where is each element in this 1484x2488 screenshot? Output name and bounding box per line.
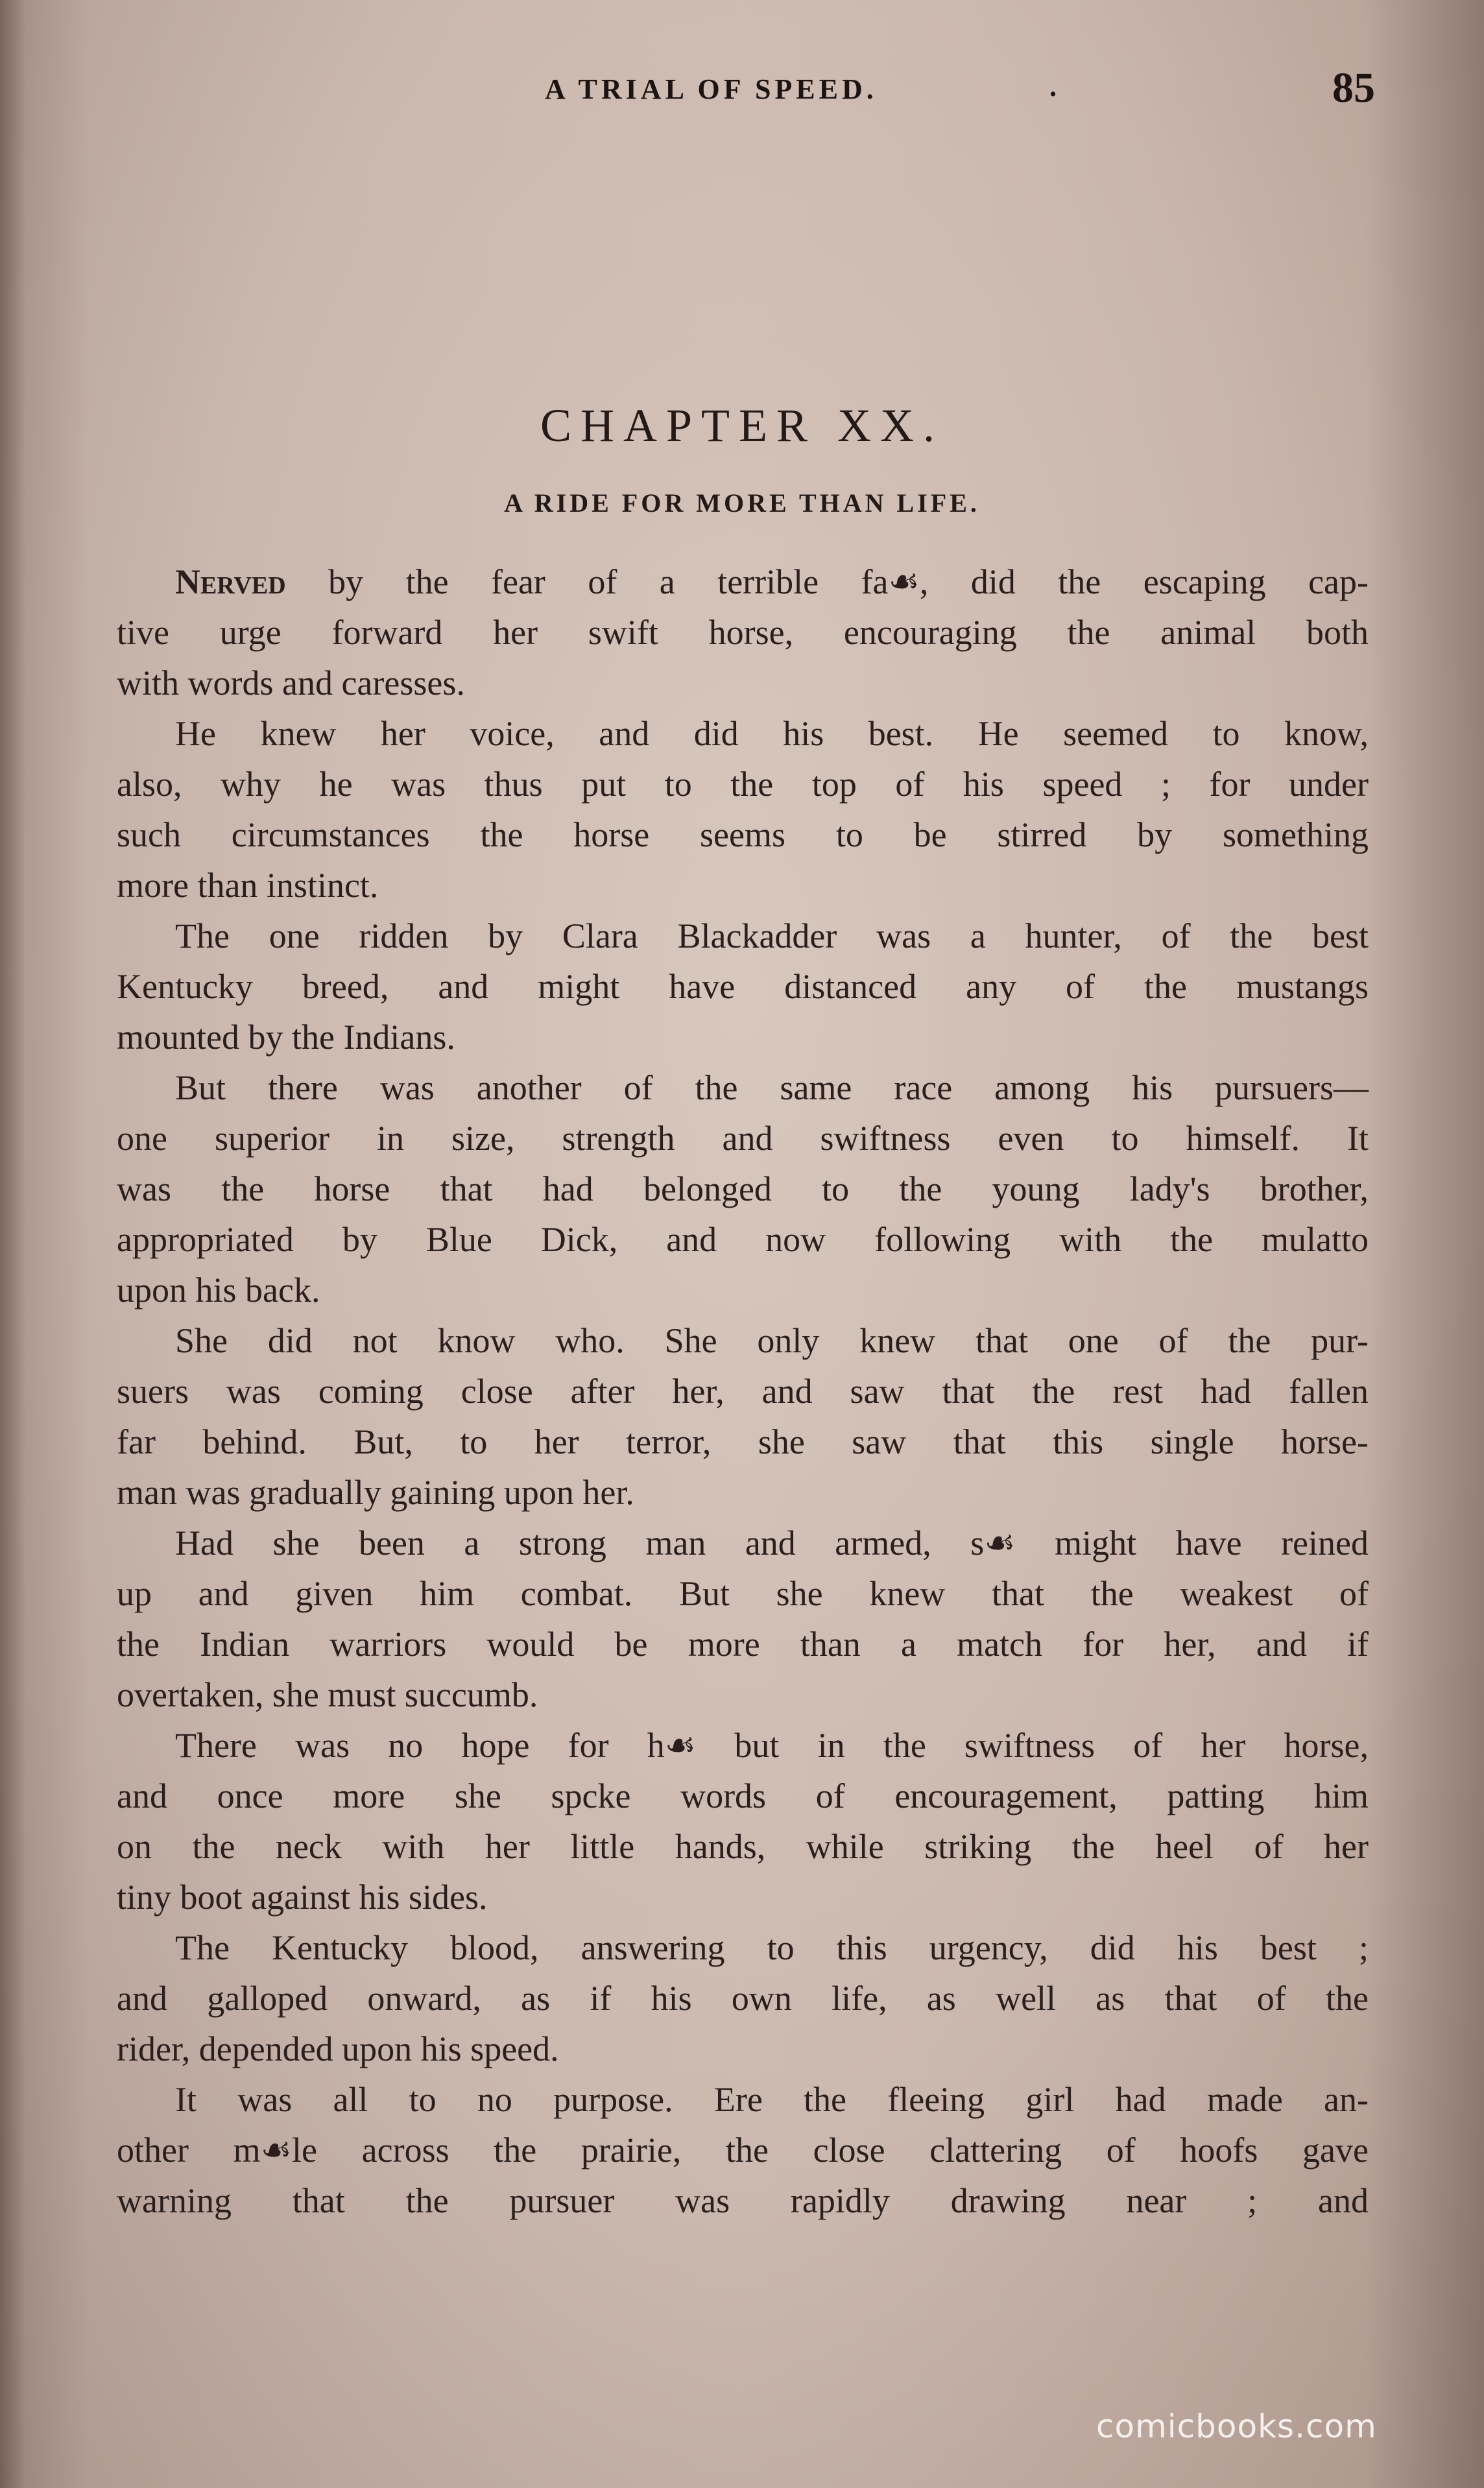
text-line: such circumstances the horse seems to be stirred by something (117, 815, 1369, 854)
running-head: A TRIAL OF SPEED. (545, 73, 878, 105)
text-line: The Kentucky blood, answering to this urgency, did his best ; (175, 1928, 1369, 1967)
text-line: It was all to no purpose. Ere the fleeing girl had made an- (175, 2080, 1369, 2119)
text-line: and once more she spcke words of encouragement, patting him (117, 1776, 1369, 1815)
text-line: and galloped onward, as if his own life, as well as that of the (117, 1979, 1369, 2018)
body-text (117, 556, 1369, 2226)
page-number: 85 (1332, 64, 1375, 112)
text-line: tive urge forward her swift horse, encouraging the animal both (117, 613, 1369, 652)
text-line: the Indian warriors would be more than a match for her, and if (117, 1625, 1369, 1664)
text-line: also, why he was thus put to the top of his speed ; for under (117, 765, 1369, 804)
watermark: comicbooks.com (1096, 2408, 1377, 2445)
text-line: Kentucky breed, and might have distanced any of the mustangs (117, 967, 1369, 1006)
text-line: up and given him combat. But she knew that the weakest of (117, 1574, 1369, 1613)
text-line: The one ridden by Clara Blackadder was a hunter, of the best (175, 916, 1369, 955)
text-line: tiny boot against his sides. (117, 1878, 488, 1917)
text-line: more than instinct. (117, 866, 379, 905)
text-line: He knew her voice, and did his best. He seemed to know, (175, 714, 1369, 753)
text-line: There was no hope for h☙ but in the swiftness of her horse, (175, 1726, 1369, 1765)
page-edge-shadow (0, 0, 26, 2488)
text-line: suers was coming close after her, and saw that the rest had fallen (117, 1372, 1369, 1411)
text-line: rider, depended upon his speed. (117, 2029, 559, 2068)
text-line: on the neck with her little hands, while striking the heel of her (117, 1827, 1369, 1866)
text-line: But there was another of the same race among his pursuers— (175, 1068, 1369, 1107)
text-line: overtaken, she must succumb. (117, 1675, 538, 1714)
text-line: was the horse that had belonged to the young lady's brother, (117, 1169, 1369, 1208)
text-line: Had she been a strong man and armed, s☙ might have reined (175, 1524, 1369, 1562)
text-line: with words and caresses. (117, 664, 465, 702)
text-line: Nerved by the fear of a terrible fa☙, did the escaping cap- (175, 562, 1369, 601)
chapter-subtitle: A RIDE FOR MORE THAN LIFE. (504, 488, 980, 518)
text-line: She did not know who. She only knew that one of the pur- (175, 1321, 1369, 1360)
paragraph-lead-word: Nerved (175, 562, 286, 601)
text-line: one superior in size, strength and swiftness even to himself. It (117, 1119, 1369, 1158)
text-line: other m☙le across the prairie, the close clattering of hoofs gave (117, 2131, 1369, 2170)
text-line: mounted by the Indians. (117, 1018, 455, 1057)
running-head-dot: . (1049, 71, 1057, 102)
chapter-title: CHAPTER XX. (540, 400, 944, 451)
text-line: man was gradually gaining upon her. (117, 1473, 634, 1512)
text-line: far behind. But, to her terror, she saw that this single horse- (117, 1422, 1369, 1461)
text-line: upon his back. (117, 1271, 320, 1310)
text-line: warning that the pursuer was rapidly drawing near ; and (117, 2181, 1369, 2220)
text-line: appropriated by Blue Dick, and now following with the mulatto (117, 1220, 1369, 1259)
